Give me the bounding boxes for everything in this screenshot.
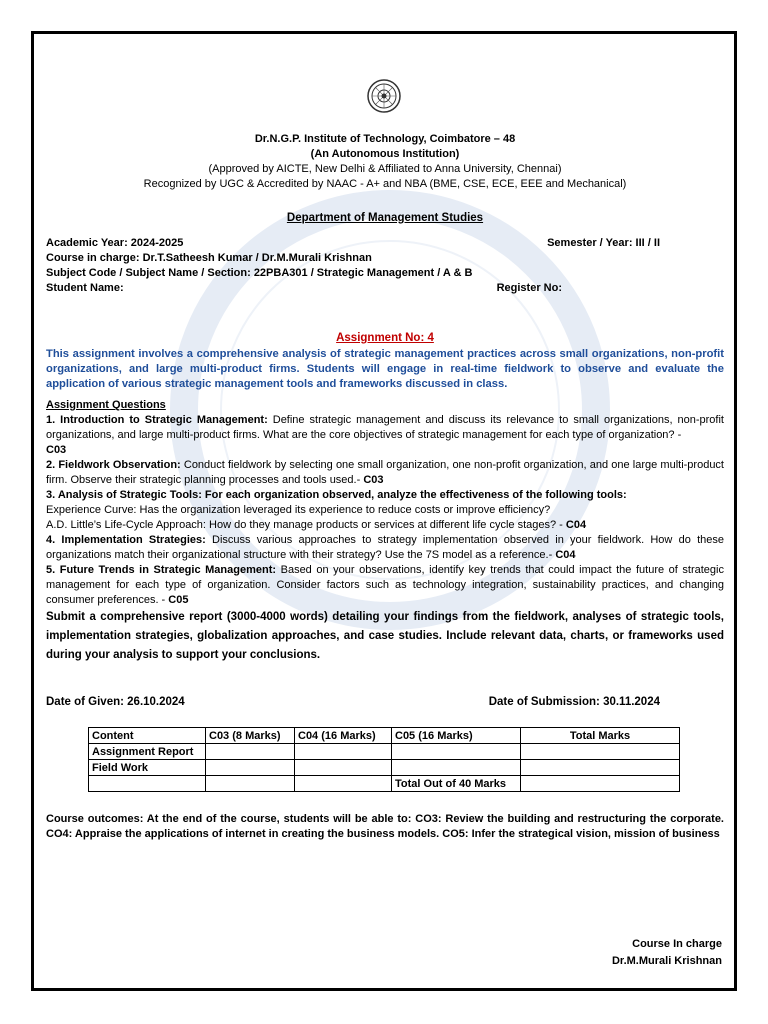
assignment-questions	[46, 398, 724, 665]
dates-row	[46, 696, 724, 708]
course-in-charge: Course in charge: Dr.T.Satheesh Kumar / Dr.M.Murali Krishnan	[46, 252, 372, 264]
header-content: Content	[89, 728, 206, 744]
academic-year: Academic Year: 2024-2025	[46, 237, 184, 249]
submission-instructions: Submit a comprehensive report (3000-4000 words) detailing your findings from the fieldwork, analyses of strategic tools, implementation strategies, globalization approaches, and case studies. Include relevant data, charts, or frameworks used during your analysis to support your conclusions.	[46, 611, 724, 661]
signature-block	[612, 936, 722, 970]
question-3-title: 3. Analysis of Strategic Tools: For each organization observed, analyze the effectiveness of the following tools:	[46, 489, 627, 501]
course-outcomes: Course outcomes: At the end of the course, students will be able to: CO3: Review the building and restructuring the corporate. CO4: Appraise the applications of internet in creating the business models. CO5: Infer the strategical vision, mission of business	[46, 813, 724, 840]
register-no-label: Register No:	[496, 282, 562, 294]
header-c05: C05 (16 Marks)	[392, 728, 521, 744]
total-out-of-label: Total Out of 40 Marks	[392, 776, 521, 792]
question-3-life-cycle: A.D. Little’s Life-Cycle Approach: How do they manage products or services at different life cycle stages? - C04	[46, 519, 587, 531]
subject-line: Subject Code / Subject Name / Section: 22PBA301 / Strategic Management / A & B	[46, 267, 473, 279]
date-given: Date of Given: 26.10.2024	[46, 696, 185, 708]
recognition-line: Recognized by UGC & Accredited by NAAC - A+ and NBA (BME, CSE, ECE, EEE and Mechanical)	[143, 178, 627, 190]
signature-name: Dr.M.Murali Krishnan	[611, 955, 722, 967]
question-5: 5. Future Trends in Strategic Management: Based on your observations, identify key trends that could impact the future of strategic management for each type of organization. Consider factors such as technology integration, sustainability practices, and changing consumer preferences. - C05	[46, 564, 724, 606]
row-assignment-report: Assignment Report	[89, 744, 206, 760]
question-1: 1. Introduction to Strategic Management: Define strategic management and discuss its relevance to small organizations, non-profit organizations, and large multi-product firms. What are the core objectives of strategic management for each type of organization? - C03	[46, 414, 724, 456]
question-2: 2. Fieldwork Observation: Conduct fieldwork by selecting one small organization, one non-profit organization, and one large multi-product firm. Observe their strategic planning processes and tools used.- C03	[46, 459, 724, 486]
institute-header	[46, 132, 724, 192]
table-header-row	[89, 728, 680, 744]
assignment-intro: This assignment involves a comprehensive analysis of strategic management practices across small organizations, non-profit organizations, and large multi-product firms. Students will engage in real-time fieldwork to observe and evaluate the application of various strategic management tools and frameworks discussed in class.	[46, 348, 724, 390]
table-row	[89, 776, 680, 792]
semester-year: Semester / Year: III / II	[547, 237, 660, 249]
approval-line: (Approved by AICTE, New Delhi & Affiliated to Anna University, Chennai)	[208, 163, 562, 175]
student-name-label: Student Name:	[46, 282, 124, 294]
questions-heading: Assignment Questions	[46, 399, 166, 411]
signature-role: Course In charge	[632, 938, 722, 950]
question-4: 4. Implementation Strategies: Discuss various approaches to strategy implementation observed in your fieldwork. How do these organizations match their organizational structure with their strategy? Use the 7S model as a reference.- C04	[46, 534, 724, 561]
table-row	[89, 744, 680, 760]
header-c04: C04 (16 Marks)	[295, 728, 392, 744]
autonomous-line: (An Autonomous Institution)	[310, 148, 460, 160]
header-c03: C03 (8 Marks)	[206, 728, 295, 744]
marks-table	[88, 727, 680, 792]
row-field-work: Field Work	[89, 760, 206, 776]
course-meta	[46, 236, 724, 296]
institute-name: Dr.N.G.P. Institute of Technology, Coimbatore – 48	[254, 133, 516, 145]
question-3-experience-curve: Experience Curve: Has the organization leveraged its experience to reduce costs or improve efficiency?	[46, 504, 551, 516]
institute-logo-icon	[366, 78, 402, 114]
table-row	[89, 760, 680, 776]
department-title: Department of Management Studies	[286, 212, 484, 224]
header-total: Total Marks	[521, 728, 680, 744]
date-submission: Date of Submission: 30.11.2024	[488, 696, 660, 708]
assignment-number: Assignment No: 4	[336, 332, 434, 344]
